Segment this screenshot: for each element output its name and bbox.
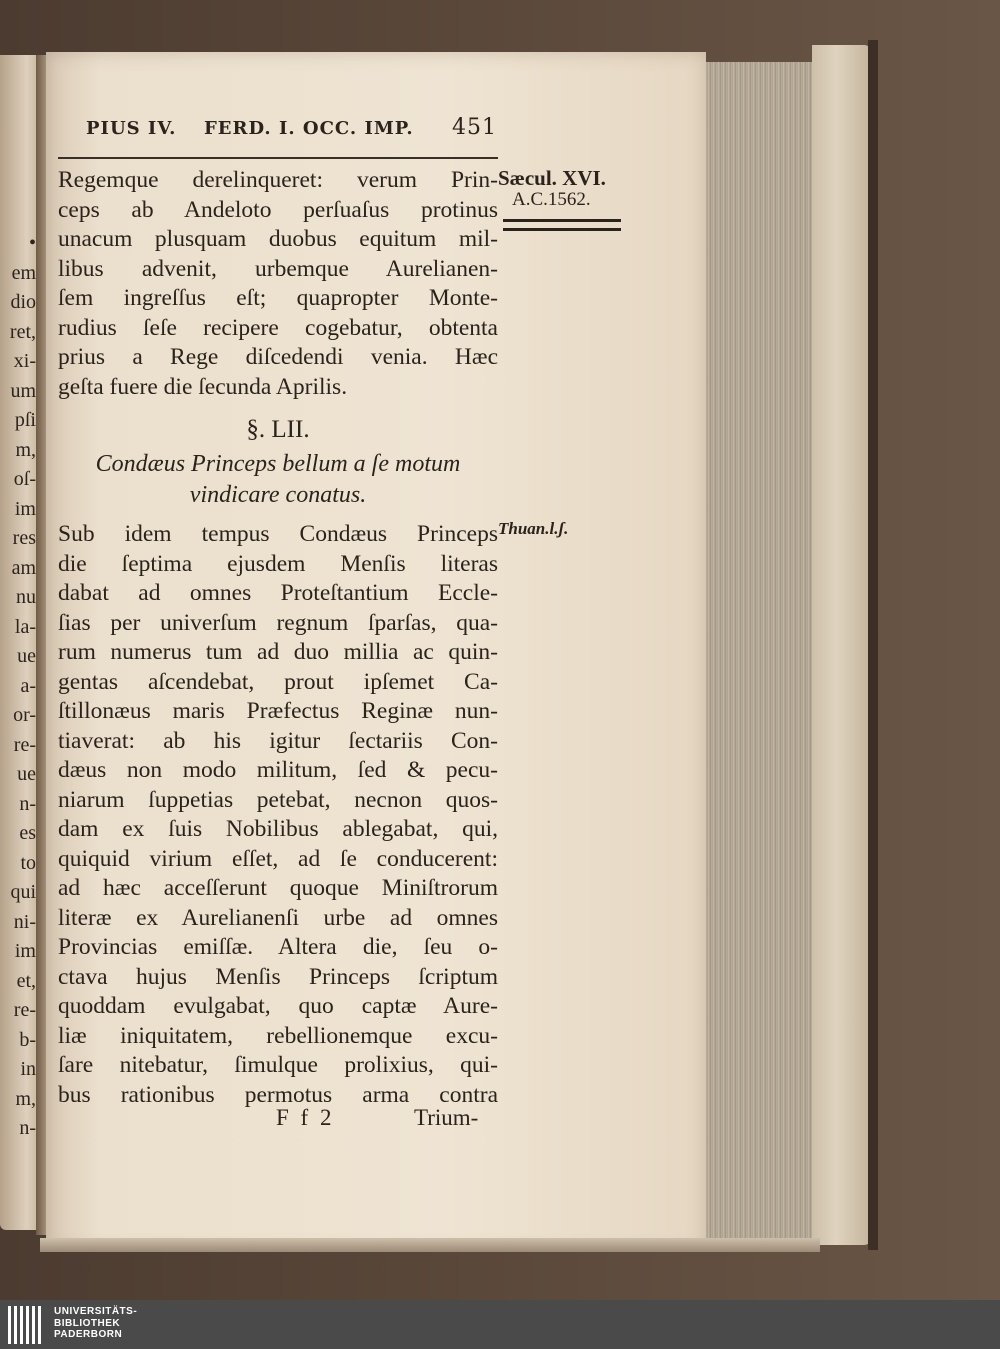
section-title-1: Condæus Princeps bellum a ſe motum [95, 451, 461, 477]
section-number: §. LII. [246, 416, 310, 443]
left-page-fragment: ue [17, 645, 36, 667]
logo-line-1: UNIVERSITÄTS- [54, 1306, 138, 1317]
left-page-fragment: es [19, 822, 36, 844]
text-line: niarum ſuppetias petebat, necnon quos- [58, 786, 498, 813]
left-page-fragment: em [11, 261, 36, 284]
text-line: ſem ingreſſus eſt; quapropter Monte- [58, 285, 498, 311]
text-line: quoddam evulgabat, quo captæ Aure- [58, 993, 498, 1019]
text-line: rudius ſeſe recipere cogebatur, obtenta [58, 314, 498, 341]
left-page-fragment: dio [10, 291, 36, 313]
text-line: rum numerus tum ad duo millia ac quin- [58, 639, 498, 665]
left-page-fragment: pſi [14, 409, 36, 431]
left-page-fragment: nu [16, 586, 36, 608]
left-page-fragment: a- [20, 674, 36, 697]
cover-shadow [868, 40, 878, 1250]
left-page-fragment: re- [13, 733, 36, 756]
left-page-fragment: xi- [13, 350, 36, 372]
text-line: Regemque derelinqueret: verum Prin- [58, 167, 498, 193]
running-head-pope: PIUS IV. [86, 118, 177, 139]
left-page-fragment: la- [14, 615, 36, 638]
text-line: dæus non modo militum, ſed & pecu- [58, 757, 498, 783]
left-page-fragment: et, [16, 969, 36, 992]
left-page-fragment: am [11, 556, 36, 579]
text-line: ſias per univerſum regnum ſparſas, qua- [58, 609, 498, 636]
left-page-fragment: in [20, 1058, 36, 1080]
margin-saeculum: Sæcul. XVI. [498, 166, 606, 190]
left-page-fragment: qui [10, 881, 36, 903]
text-line: ctava hujus Menſis Princeps ſcriptum [58, 963, 498, 990]
library-logo-text [54, 1306, 137, 1341]
left-page-fragment: or- [13, 704, 36, 726]
margin-anno: A.C.1562. [512, 189, 591, 210]
text-line: bus rationibus permotus arma contra [58, 1081, 498, 1108]
left-page-fragment: m, [15, 1087, 36, 1110]
margin-rule-2 [503, 228, 621, 231]
library-logo-icon [8, 1306, 48, 1344]
margin-rule-1 [503, 219, 621, 222]
left-page-fragment: ret, [9, 320, 36, 343]
left-page-fragment: im [14, 497, 36, 520]
page-number: 451 [452, 115, 497, 140]
left-page-fragment: re- [13, 999, 36, 1021]
library-footer [0, 1300, 1000, 1349]
left-page-fragment: m, [15, 438, 36, 461]
text-line: prius a Rege diſcedendi venia. Hæc [58, 344, 498, 370]
logo-line-3: PADERBORN [54, 1329, 123, 1340]
text-line: quiquid virium eſſet, ad ſe conducerent: [58, 845, 498, 872]
logo-line-2: BIBLIOTHEK [54, 1317, 121, 1329]
text-line: ſare nitebatur, ſimulque prolixius, qui- [58, 1052, 498, 1078]
left-page-fragment: • [28, 232, 36, 254]
text-line: dabat ad omnes Proteſtantium Eccle- [58, 580, 498, 606]
left-page-fragment: ue [17, 763, 36, 785]
page-edges [690, 62, 816, 1242]
left-page-fragment: n- [19, 792, 36, 815]
text-line: tiaverat: ab his igitur ſectariis Con- [58, 727, 498, 754]
text-line: die ſeptima ejusdem Menſis literas [58, 550, 498, 577]
text-line: gentas aſcendebat, prout ipſemet Ca- [58, 668, 498, 695]
left-page-fragment: b- [19, 1028, 36, 1051]
text-line: liæ iniquitatem, rebellionemque excu- [58, 1022, 498, 1049]
left-page-fragment: to [20, 851, 36, 874]
text-line: ad hæc acceſſerunt quoque Miniſtrorum [58, 875, 498, 901]
text-line: Sub idem tempus Condæus Princeps [58, 521, 498, 547]
catchword: Trium- [414, 1105, 479, 1130]
book-cover [812, 45, 872, 1245]
text-line: geſta fuere die ſecunda Aprilis. [58, 373, 348, 400]
running-head [80, 115, 500, 148]
left-page-fragment: n- [19, 1117, 36, 1139]
left-page-fragment: ni- [13, 910, 36, 933]
text-line: dam ex ſuis Nobilibus ablegabat, qui, [58, 816, 498, 842]
left-page-fragment: um [10, 379, 36, 402]
text-line: Provincias emiſſæ. Altera die, ſeu o- [58, 934, 498, 960]
text-line: libus advenit, urbemque Aurelianen- [58, 255, 498, 282]
left-page-fragment: im [14, 940, 36, 962]
section-title-2: vindicare conatus. [189, 482, 367, 508]
text-line: ceps ab Andeloto perſuaſus protinus [58, 196, 498, 223]
text-line: literæ ex Aurelianenſi urbe ad omnes [58, 904, 498, 931]
left-page-fragment: oſ- [13, 468, 36, 490]
left-page-fragment: res [12, 527, 36, 549]
running-head-emperor: FERD. I. OCC. IMP. [204, 118, 414, 139]
margin-source: Thuan.l.ʃ. [498, 519, 569, 538]
bottom-page-edge [40, 1238, 820, 1252]
text-line: ſtillonæus maris Præfectus Reginæ nun- [58, 698, 498, 724]
signature-mark: F f 2 [276, 1105, 335, 1130]
text-line: unacum plusquam duobus equitum mil- [58, 226, 498, 252]
header-rule [58, 157, 498, 159]
